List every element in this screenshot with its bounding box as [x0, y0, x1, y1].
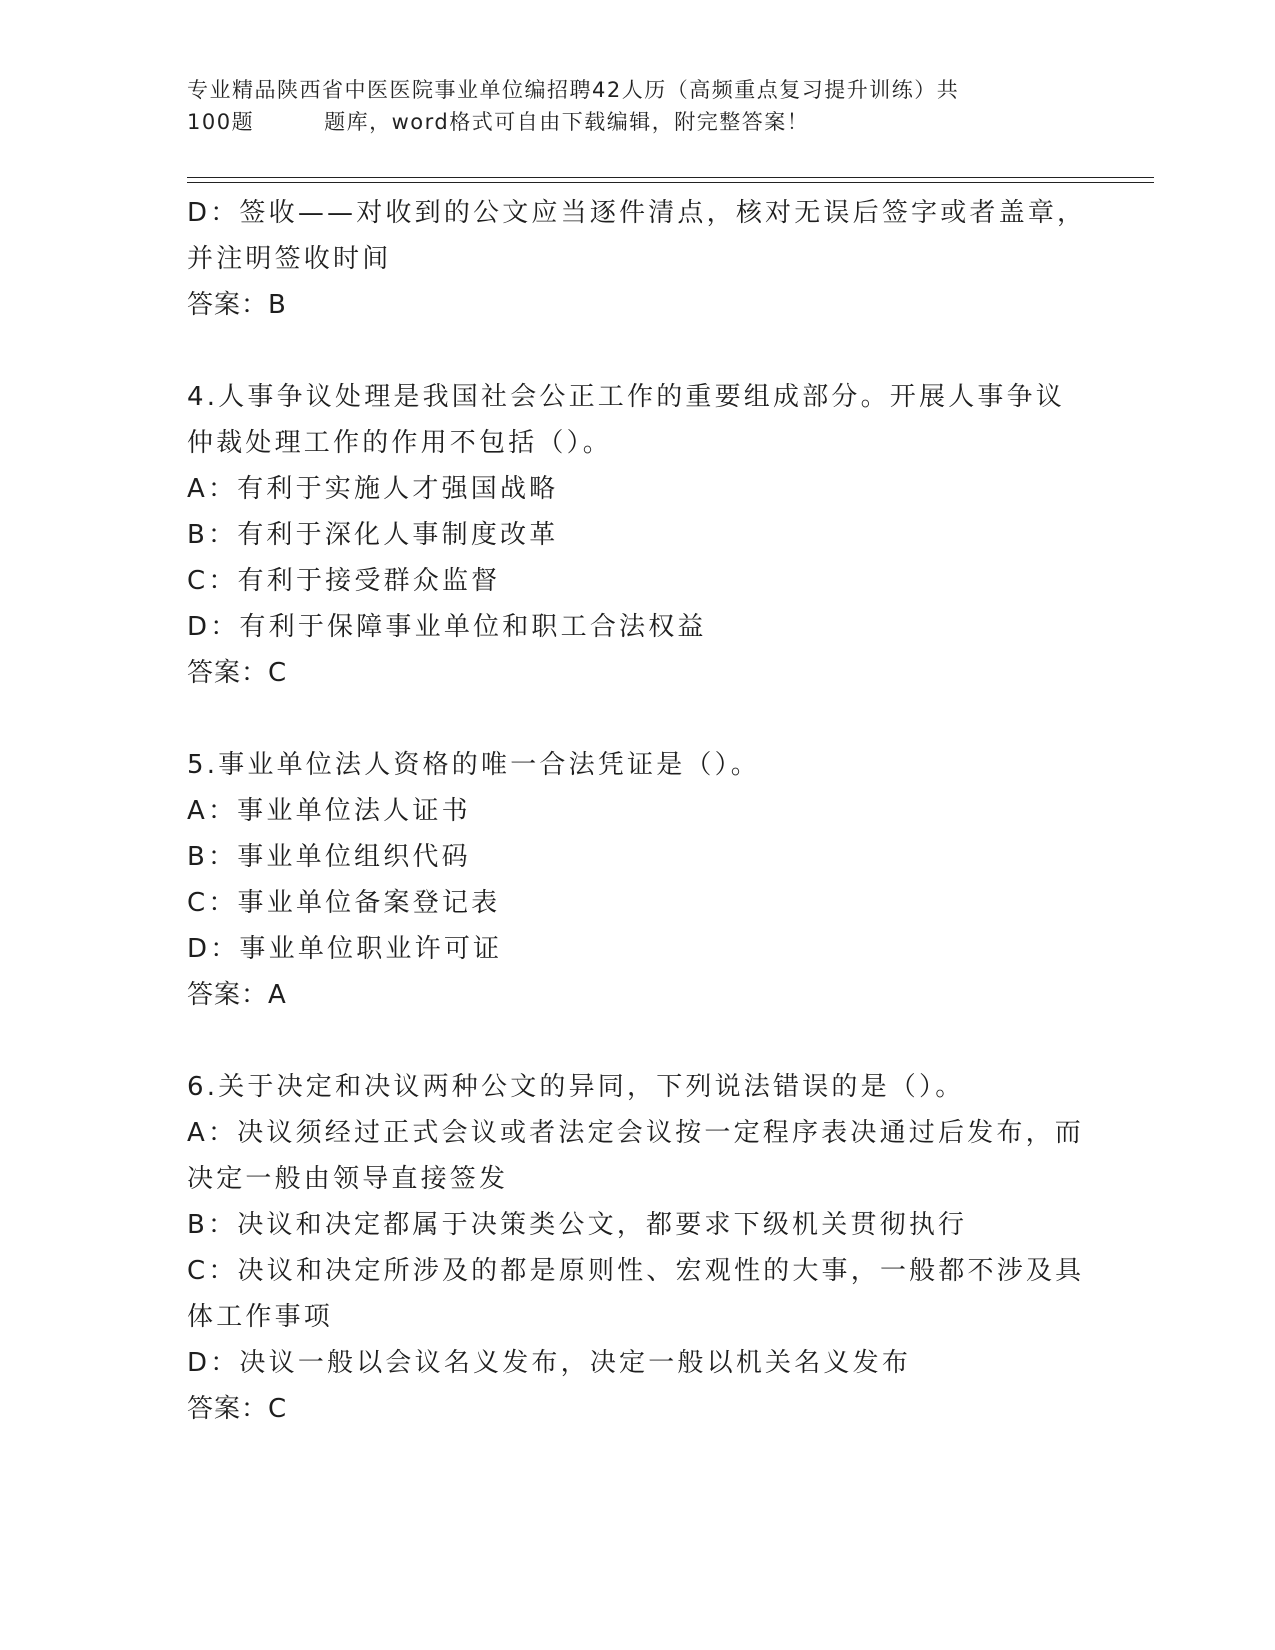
q5-option-a: A：事业单位法人证书: [187, 796, 471, 826]
header-title-line1: 专业精品陕西省中医医院事业单位编招聘42人历（高频重点复习提升训练）共: [187, 78, 960, 102]
q4-stem-line1: 4.人事争议处理是我国社会公正工作的重要组成部分。开展人事争议: [187, 382, 1066, 412]
header-title-line2: [187, 106, 1067, 138]
q5-option-c: C：事业单位备案登记表: [187, 888, 501, 918]
question-spacer: [187, 328, 1087, 374]
q3-option-d-line1: D：签收——对收到的公文应当逐件清点，核对无误后签字或者盖章，: [187, 198, 1087, 228]
q6-option-c-line1: C：决议和决定所涉及的都是原则性、宏观性的大事，一般都不涉及具: [187, 1256, 1085, 1286]
question-4: [187, 374, 1087, 696]
q3-option-d-line2: 并注明签收时间: [187, 244, 392, 274]
q6-option-d: D：决议一般以会议名义发布，决定一般以机关名义发布: [187, 1348, 912, 1378]
q4-option-b: B：有利于深化人事制度改革: [187, 520, 559, 550]
q6-option-a-line2: 决定一般由领导直接签发: [187, 1164, 509, 1194]
q5-stem: 5.事业单位法人资格的唯一合法凭证是（）。: [187, 750, 761, 780]
q6-option-b: B：决议和决定都属于决策类公文，都要求下级机关贯彻执行: [187, 1210, 968, 1240]
q5-option-d: D：事业单位职业许可证: [187, 934, 503, 964]
q4-answer: 答案：C: [187, 658, 288, 688]
q5-answer: 答案：A: [187, 980, 287, 1010]
document-header: [187, 74, 1067, 138]
q5-option-b: B：事业单位组织代码: [187, 842, 471, 872]
header-question-count: 100题: [187, 110, 255, 134]
question-6: [187, 1064, 1087, 1432]
q6-option-a-line1: A：决议须经过正式会议或者法定会议按一定程序表决通过后发布，而: [187, 1118, 1084, 1148]
header-description: 题库，word格式可自由下载编辑，附完整答案！: [324, 110, 810, 134]
q6-option-c-line2: 体工作事项: [187, 1302, 334, 1332]
header-rule-bottom: [187, 182, 1154, 183]
q3-answer: 答案：B: [187, 290, 287, 320]
q4-option-d: D：有利于保障事业单位和职工合法权益: [187, 612, 707, 642]
q6-stem: 6.关于决定和决议两种公文的异同，下列说法错误的是（）。: [187, 1072, 965, 1102]
q4-option-a: A：有利于实施人才强国战略: [187, 474, 559, 504]
q4-option-c: C：有利于接受群众监督: [187, 566, 501, 596]
q6-answer: 答案：C: [187, 1394, 288, 1424]
question-5: [187, 742, 1087, 1018]
question-spacer: [187, 696, 1087, 742]
question-spacer: [187, 1018, 1087, 1064]
q4-stem-line2: 仲裁处理工作的作用不包括（）。: [187, 428, 613, 458]
document-body: [187, 190, 1087, 1432]
question-3-tail: [187, 190, 1087, 328]
header-rule-top: [187, 177, 1154, 178]
